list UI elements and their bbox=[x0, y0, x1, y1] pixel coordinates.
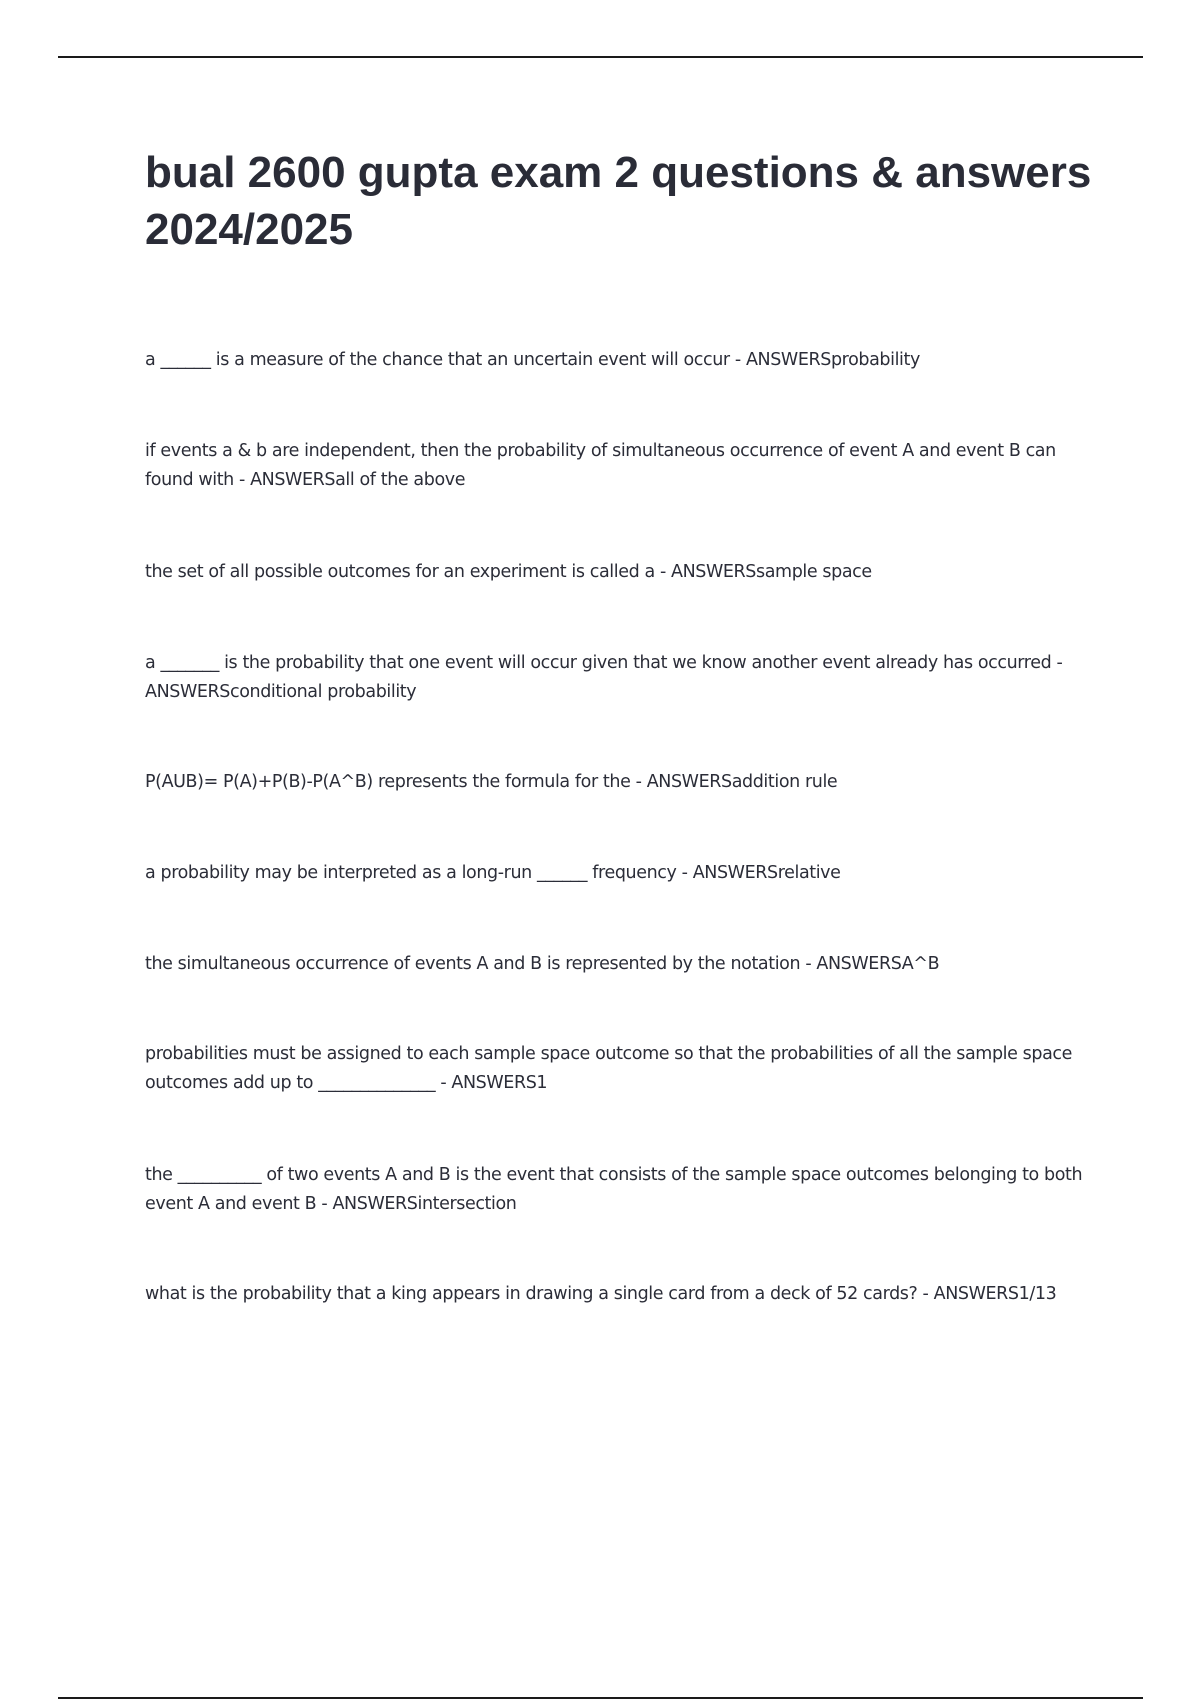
qa-item-10: what is the probability that a king appears in drawing a single card from a deck of 52 cards? - ANSWERS1/13 bbox=[145, 1284, 1057, 1304]
bottom-divider bbox=[58, 1697, 1143, 1699]
qa-item-6: a probability may be interpreted as a long-run ______ frequency - ANSWERSrelative bbox=[145, 863, 841, 883]
qa-item-5: P(AUB)= P(A)+P(B)-P(A^B) represents the formula for the - ANSWERSaddition rule bbox=[145, 772, 838, 792]
qa-item-4: a _______ is the probability that one event will occur given that we know another event already has occurred - ANSWERSconditional probability bbox=[145, 653, 1063, 702]
qa-item-1: a ______ is a measure of the chance that an uncertain event will occur - ANSWERSprobability bbox=[145, 350, 920, 370]
qa-item-3: the set of all possible outcomes for an experiment is called a - ANSWERSsample space bbox=[145, 562, 872, 582]
qa-item-9: the __________ of two events A and B is the event that consists of the sample space outcomes belonging to both event A and event B - ANSWERSintersection bbox=[145, 1165, 1083, 1214]
qa-item-2: if events a & b are independent, then the probability of simultaneous occurrence of event A and event B can found with - ANSWERSall of the above bbox=[145, 441, 1056, 490]
document-title: bual 2600 gupta exam 2 questions & answers 2024/2025 bbox=[145, 148, 1092, 254]
qa-item-7: the simultaneous occurrence of events A and B is represented by the notation - ANSWERSA^B bbox=[145, 954, 940, 974]
top-divider bbox=[58, 56, 1143, 58]
qa-item-8: probabilities must be assigned to each sample space outcome so that the probabilities of all the sample space outcomes add up to ______________ - ANSWERS1 bbox=[145, 1044, 1072, 1093]
